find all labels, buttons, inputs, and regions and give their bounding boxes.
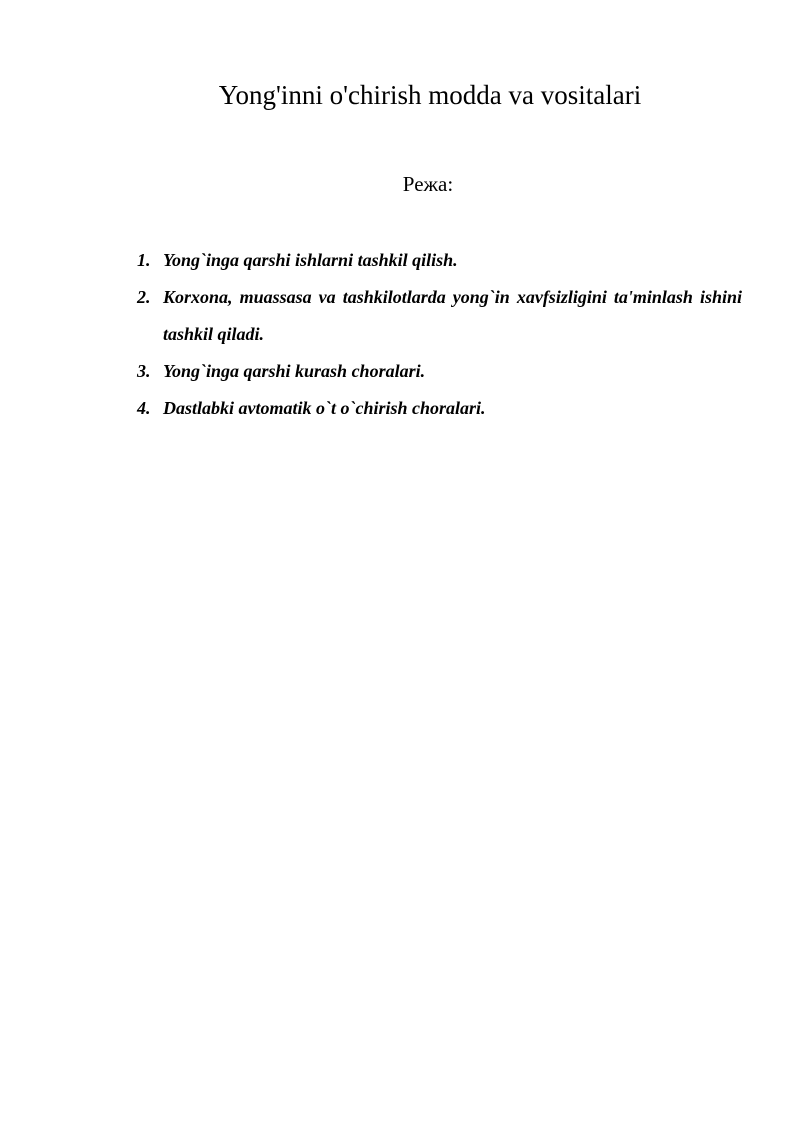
plan-item-4	[137, 390, 742, 427]
plan-item-number: 4.	[137, 398, 151, 418]
plan-item-number: 3.	[137, 361, 151, 381]
plan-item-1	[137, 242, 742, 279]
document-title: Yong'inni o'chirish modda va vositalari	[218, 80, 642, 110]
plan-item-text: Korxona, muassasa va tashkilotlarda yong`in xavfsizligini ta'minlash ishini tashkil qiladi.	[163, 287, 742, 344]
plan-item-2	[137, 279, 742, 353]
plan-item-text: Dastlabki avtomatik o`t o`chirish choralari.	[163, 398, 486, 418]
plan-item-number: 1.	[137, 250, 151, 270]
plan-item-number: 2.	[137, 287, 151, 307]
plan-list	[137, 242, 742, 427]
plan-item-3	[137, 353, 742, 390]
plan-item-text: Yong`inga qarshi kurash choralari.	[163, 361, 426, 381]
plan-heading: Режа:	[402, 172, 454, 196]
plan-item-text: Yong`inga qarshi ishlarni tashkil qilish.	[163, 250, 458, 270]
